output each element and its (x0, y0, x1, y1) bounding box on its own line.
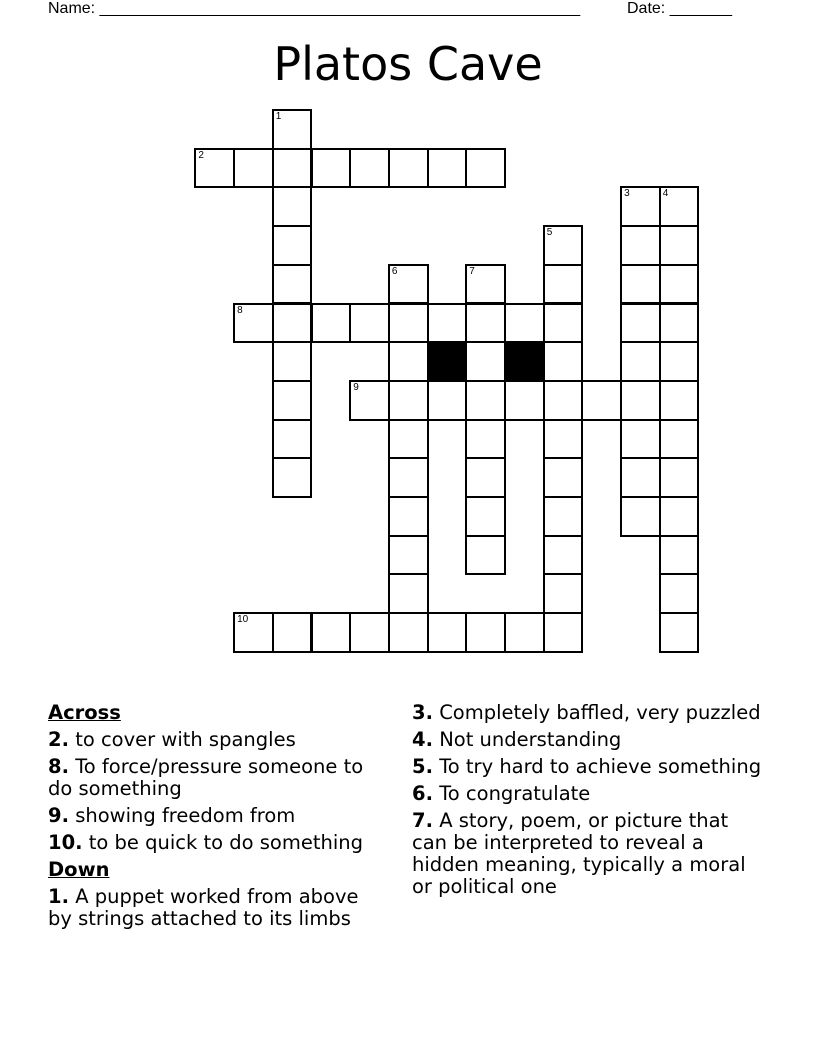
clue-item (48, 832, 388, 854)
grid-cell[interactable] (620, 457, 661, 498)
clue-item (48, 886, 388, 930)
grid-cell[interactable] (272, 148, 313, 189)
grid-cell[interactable] (388, 303, 429, 344)
clue-number: 2 (198, 149, 204, 161)
grid-cell[interactable] (465, 264, 506, 305)
clue-item (412, 729, 762, 751)
clue-item (48, 805, 388, 827)
grid-cell[interactable] (659, 612, 700, 653)
grid-cell[interactable] (272, 612, 313, 653)
grid-cell[interactable] (543, 419, 584, 460)
puzzle-title: Platos Cave (273, 37, 543, 91)
grid-cell[interactable] (543, 612, 584, 653)
grid-cell[interactable] (659, 264, 700, 305)
grid-cell[interactable] (543, 380, 584, 421)
down-clue-list (48, 886, 388, 930)
grid-cell[interactable] (388, 264, 429, 305)
grid-cell[interactable] (504, 303, 545, 344)
clue-text: A puppet worked from above by strings attached to its limbs (48, 885, 359, 930)
clue-number: 1 (275, 111, 282, 122)
clues-column-left (48, 702, 388, 935)
across-clue-list (48, 729, 388, 854)
grid-cell[interactable] (465, 148, 506, 189)
grid-cell[interactable] (543, 303, 584, 344)
grid-cell[interactable] (659, 380, 700, 421)
grid-cell[interactable] (543, 535, 584, 576)
across-heading: Across (48, 701, 121, 724)
grid-cell[interactable] (388, 419, 429, 460)
clue-number: 9. (48, 804, 69, 827)
grid-cell[interactable] (659, 535, 700, 576)
grid-cell[interactable] (465, 496, 506, 537)
grid-cell[interactable] (465, 303, 506, 344)
grid-cell[interactable] (272, 264, 313, 305)
grid-cell[interactable] (388, 496, 429, 537)
grid-cell[interactable] (311, 148, 352, 189)
grid-cell[interactable] (233, 148, 274, 189)
grid-cell[interactable] (427, 303, 468, 344)
grid-cell[interactable] (388, 457, 429, 498)
grid-cell[interactable] (659, 419, 700, 460)
clue-item (412, 702, 762, 724)
clue-text: A story, poem, or picture that can be interpreted to reveal a hidden meaning, typically a moral or political one (412, 809, 746, 898)
clue-item (48, 729, 388, 751)
clue-number: 7 (469, 265, 475, 277)
grid-cell[interactable] (543, 496, 584, 537)
grid-cell[interactable] (427, 380, 468, 421)
grid-cell[interactable] (543, 225, 584, 266)
grid-cell[interactable] (620, 225, 661, 266)
grid-cell[interactable] (659, 341, 700, 382)
down-clue-list-continued (412, 702, 762, 898)
name-field-label[interactable]: Name: ______________________________________________________ (48, 0, 581, 17)
clue-text: to cover with spangles (75, 728, 296, 751)
grid-cell[interactable] (620, 341, 661, 382)
grid-cell[interactable] (272, 380, 313, 421)
clue-number: 4. (412, 728, 433, 751)
clue-text: Not understanding (439, 728, 622, 751)
clue-number: 8 (237, 304, 243, 316)
grid-cell[interactable] (272, 186, 313, 227)
grid-cell[interactable] (465, 612, 506, 653)
grid-cell[interactable] (194, 148, 235, 189)
clue-number: 4 (662, 188, 669, 200)
grid-cell[interactable] (465, 419, 506, 460)
grid-cell[interactable] (388, 535, 429, 576)
grid-cell[interactable] (620, 264, 661, 305)
grid-block (427, 341, 468, 382)
date-field-label[interactable]: Date: _______ (627, 0, 732, 17)
grid-cell[interactable] (465, 380, 506, 421)
grid-cell[interactable] (581, 380, 622, 421)
clue-number: 6 (391, 265, 398, 277)
clue-number: 5 (546, 227, 553, 239)
clue-item (48, 756, 388, 800)
clue-number: 3. (412, 701, 433, 724)
clue-number: 7. (412, 809, 433, 832)
clue-text: to be quick to do something (88, 831, 363, 854)
grid-block (504, 341, 545, 382)
clue-text: To try hard to achieve something (439, 755, 762, 778)
grid-cell[interactable] (465, 457, 506, 498)
grid-cell[interactable] (620, 380, 661, 421)
grid-cell[interactable] (388, 380, 429, 421)
clue-text: To congratulate (439, 782, 591, 805)
grid-cell[interactable] (272, 419, 313, 460)
grid-cell[interactable] (659, 496, 700, 537)
grid-cell[interactable] (659, 303, 700, 344)
grid-cell[interactable] (272, 109, 313, 150)
grid-cell[interactable] (388, 612, 429, 653)
clue-number: 6. (412, 782, 433, 805)
clue-number: 5. (412, 755, 433, 778)
grid-cell[interactable] (543, 341, 584, 382)
clue-item (412, 756, 762, 778)
clue-number: 2. (48, 728, 69, 751)
grid-cell[interactable] (620, 496, 661, 537)
grid-cell[interactable] (659, 225, 700, 266)
clues-column-right (412, 702, 762, 903)
grid-cell[interactable] (272, 303, 313, 344)
grid-cell[interactable] (388, 148, 429, 189)
clue-number: 10 (237, 614, 249, 626)
grid-cell[interactable] (233, 303, 274, 344)
grid-cell[interactable] (311, 612, 352, 653)
grid-cell[interactable] (659, 573, 700, 614)
grid-cell[interactable] (349, 380, 390, 421)
clue-number: 1. (48, 885, 69, 908)
grid-cell[interactable] (427, 612, 468, 653)
grid-cell[interactable] (465, 341, 506, 382)
clue-text: Completely baffled, very puzzled (439, 701, 761, 724)
grid-cell[interactable] (233, 612, 274, 653)
clue-number: 9 (353, 381, 359, 393)
clue-number: 3 (624, 188, 630, 200)
grid-cell[interactable] (427, 148, 468, 189)
grid-cell[interactable] (349, 303, 390, 344)
grid-cell[interactable] (504, 380, 545, 421)
grid-cell[interactable] (272, 457, 313, 498)
clue-text: showing freedom from (75, 804, 296, 827)
grid-cell[interactable] (504, 612, 545, 653)
grid-cell[interactable] (659, 186, 700, 227)
grid-cell[interactable] (620, 303, 661, 344)
grid-cell[interactable] (620, 419, 661, 460)
grid-cell[interactable] (272, 225, 313, 266)
grid-cell[interactable] (349, 148, 390, 189)
clue-text: To force/pressure someone to do something (48, 755, 364, 800)
clue-number: 8. (48, 755, 69, 778)
down-heading: Down (48, 858, 110, 881)
grid-cell[interactable] (543, 573, 584, 614)
grid-cell[interactable] (349, 612, 390, 653)
grid-cell[interactable] (388, 573, 429, 614)
grid-cell[interactable] (272, 341, 313, 382)
clue-item (412, 810, 762, 898)
clue-item (412, 783, 762, 805)
grid-cell[interactable] (620, 186, 661, 227)
grid-cell[interactable] (543, 457, 584, 498)
grid-cell[interactable] (465, 535, 506, 576)
grid-cell[interactable] (388, 341, 429, 382)
grid-cell[interactable] (543, 264, 584, 305)
grid-cell[interactable] (311, 303, 352, 344)
clue-number: 10. (48, 831, 83, 854)
grid-cell[interactable] (659, 457, 700, 498)
